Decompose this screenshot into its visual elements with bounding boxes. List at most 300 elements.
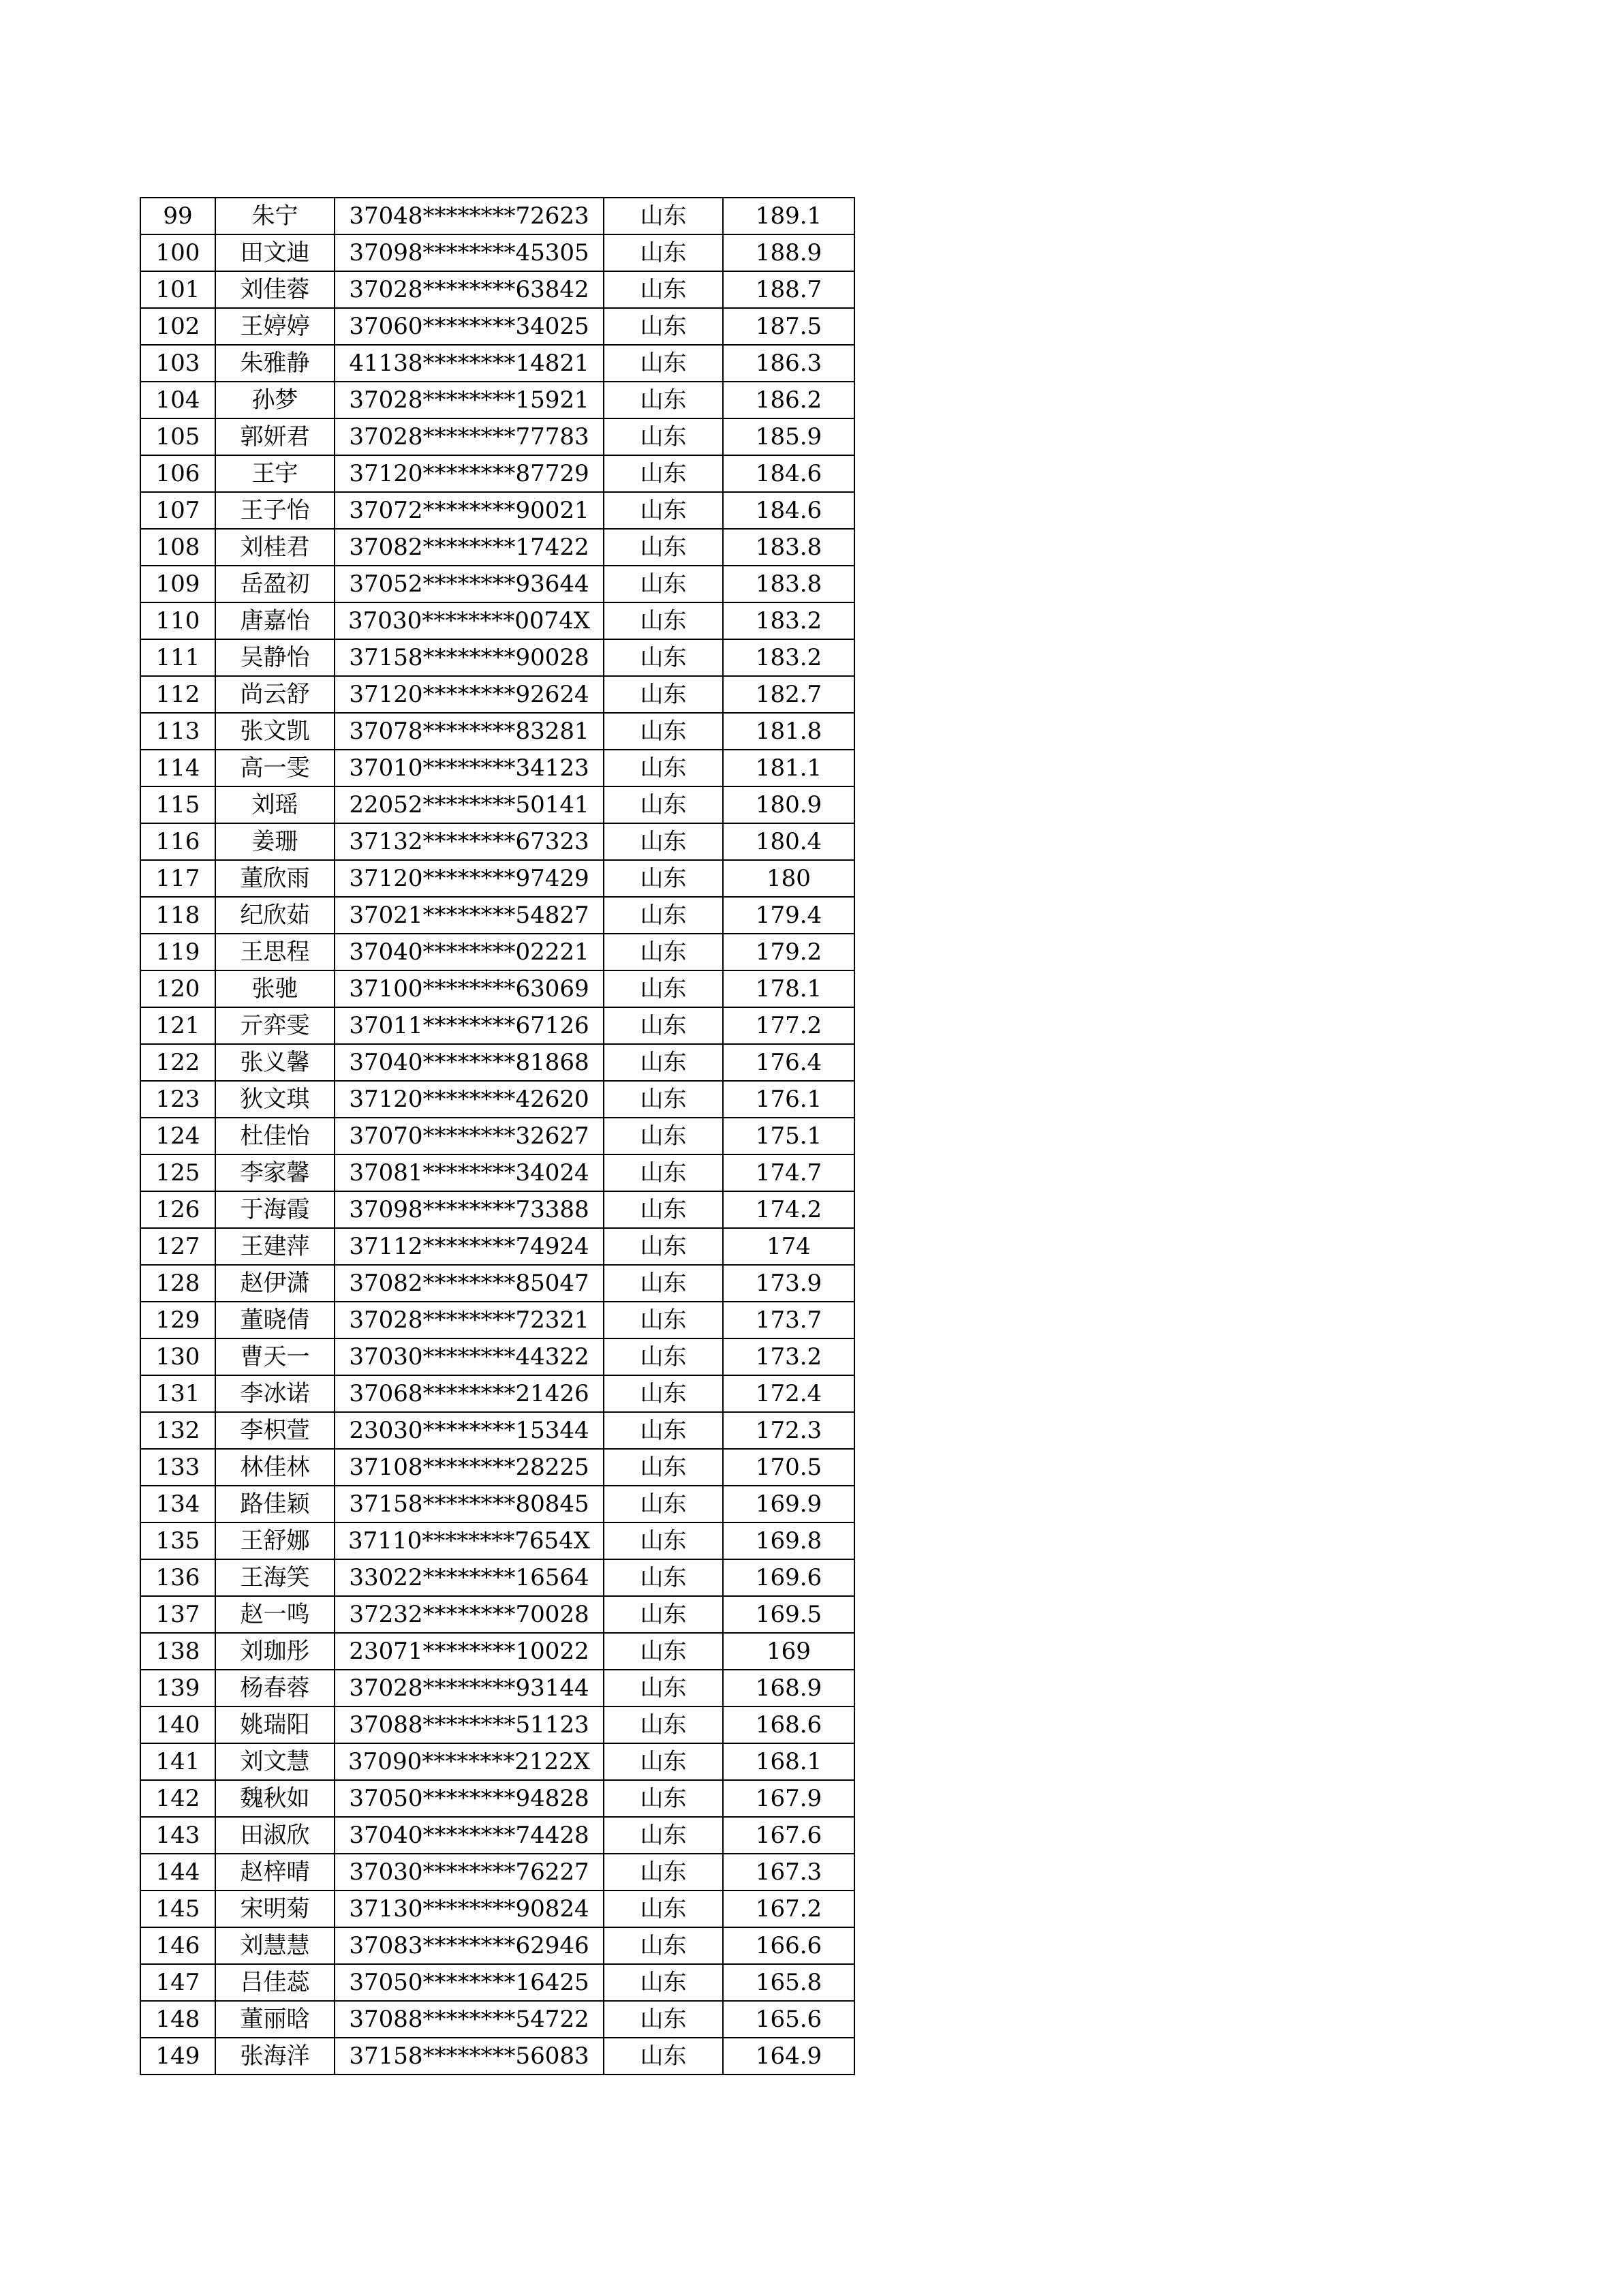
rank-cell: 145 [140, 1891, 215, 1927]
id-number-cell: 37120********87729 [335, 455, 604, 492]
province-cell: 山东 [604, 455, 723, 492]
id-number-cell: 37110********7654X [335, 1522, 604, 1559]
table-row [140, 1044, 854, 1081]
table-row [140, 308, 854, 345]
name-cell: 吕佳蕊 [215, 1964, 335, 2001]
rank-cell: 113 [140, 713, 215, 750]
name-cell: 王宇 [215, 455, 335, 492]
province-cell: 山东 [604, 1302, 723, 1338]
id-number-cell: 37048********72623 [335, 198, 604, 234]
table-row [140, 1265, 854, 1302]
score-cell: 167.9 [723, 1780, 854, 1817]
province-cell: 山东 [604, 934, 723, 970]
id-number-cell: 37052********93644 [335, 566, 604, 602]
name-cell: 高一雯 [215, 750, 335, 786]
table-row [140, 786, 854, 823]
name-cell: 田文迪 [215, 234, 335, 271]
table-row [140, 897, 854, 934]
table-row [140, 1596, 854, 1633]
id-number-cell: 37120********42620 [335, 1081, 604, 1118]
table-row [140, 602, 854, 639]
table-row [140, 1338, 854, 1375]
table-row [140, 1081, 854, 1118]
province-cell: 山东 [604, 1007, 723, 1044]
id-number-cell: 37120********92624 [335, 676, 604, 713]
name-cell: 董欣雨 [215, 860, 335, 897]
table-row [140, 2038, 854, 2075]
score-cell: 189.1 [723, 198, 854, 234]
province-cell: 山东 [604, 1817, 723, 1854]
name-cell: 张文凯 [215, 713, 335, 750]
rank-cell: 126 [140, 1191, 215, 1228]
id-number-cell: 37060********34025 [335, 308, 604, 345]
score-cell: 172.3 [723, 1412, 854, 1449]
score-cell: 185.9 [723, 418, 854, 455]
id-number-cell: 37050********94828 [335, 1780, 604, 1817]
score-cell: 169.6 [723, 1559, 854, 1596]
name-cell: 刘慧慧 [215, 1927, 335, 1964]
score-cell: 175.1 [723, 1118, 854, 1154]
rank-cell: 106 [140, 455, 215, 492]
id-number-cell: 37028********15921 [335, 382, 604, 418]
id-number-cell: 23030********15344 [335, 1412, 604, 1449]
results-table-body [140, 198, 854, 2075]
score-cell: 180 [723, 860, 854, 897]
id-number-cell: 37030********76227 [335, 1854, 604, 1891]
province-cell: 山东 [604, 198, 723, 234]
province-cell: 山东 [604, 1780, 723, 1817]
id-number-cell: 37010********34123 [335, 750, 604, 786]
table-row [140, 455, 854, 492]
province-cell: 山东 [604, 750, 723, 786]
rank-cell: 141 [140, 1743, 215, 1780]
province-cell: 山东 [604, 2001, 723, 2038]
province-cell: 山东 [604, 1964, 723, 2001]
table-row [140, 1375, 854, 1412]
name-cell: 刘佳蓉 [215, 271, 335, 308]
id-number-cell: 37030********44322 [335, 1338, 604, 1375]
rank-cell: 131 [140, 1375, 215, 1412]
rank-cell: 148 [140, 2001, 215, 2038]
score-cell: 173.7 [723, 1302, 854, 1338]
name-cell: 刘瑶 [215, 786, 335, 823]
table-row [140, 1118, 854, 1154]
table-row [140, 1706, 854, 1743]
rank-cell: 146 [140, 1927, 215, 1964]
rank-cell: 103 [140, 345, 215, 382]
score-cell: 169.9 [723, 1486, 854, 1522]
rank-cell: 129 [140, 1302, 215, 1338]
name-cell: 路佳颖 [215, 1486, 335, 1522]
table-row [140, 1743, 854, 1780]
score-cell: 174.7 [723, 1154, 854, 1191]
name-cell: 朱雅静 [215, 345, 335, 382]
name-cell: 唐嘉怡 [215, 602, 335, 639]
name-cell: 赵伊潇 [215, 1265, 335, 1302]
table-row [140, 970, 854, 1007]
name-cell: 林佳林 [215, 1449, 335, 1486]
rank-cell: 104 [140, 382, 215, 418]
province-cell: 山东 [604, 1743, 723, 1780]
name-cell: 岳盈初 [215, 566, 335, 602]
score-cell: 179.2 [723, 934, 854, 970]
rank-cell: 118 [140, 897, 215, 934]
province-cell: 山东 [604, 860, 723, 897]
province-cell: 山东 [604, 308, 723, 345]
province-cell: 山东 [604, 1633, 723, 1670]
province-cell: 山东 [604, 234, 723, 271]
name-cell: 纪欣茹 [215, 897, 335, 934]
name-cell: 郭妍君 [215, 418, 335, 455]
table-row [140, 1228, 854, 1265]
score-cell: 169.5 [723, 1596, 854, 1633]
score-cell: 167.2 [723, 1891, 854, 1927]
score-cell: 169 [723, 1633, 854, 1670]
province-cell: 山东 [604, 1118, 723, 1154]
score-cell: 177.2 [723, 1007, 854, 1044]
id-number-cell: 37030********0074X [335, 602, 604, 639]
province-cell: 山东 [604, 1891, 723, 1927]
table-row [140, 1927, 854, 1964]
results-table [140, 197, 855, 2075]
table-row [140, 639, 854, 676]
rank-cell: 100 [140, 234, 215, 271]
id-number-cell: 37028********63842 [335, 271, 604, 308]
table-row [140, 823, 854, 860]
rank-cell: 112 [140, 676, 215, 713]
name-cell: 王建萍 [215, 1228, 335, 1265]
rank-cell: 114 [140, 750, 215, 786]
province-cell: 山东 [604, 602, 723, 639]
id-number-cell: 37158********56083 [335, 2038, 604, 2075]
table-row [140, 1780, 854, 1817]
score-cell: 164.9 [723, 2038, 854, 2075]
name-cell: 赵梓晴 [215, 1854, 335, 1891]
table-row [140, 1449, 854, 1486]
rank-cell: 135 [140, 1522, 215, 1559]
id-number-cell: 37090********2122X [335, 1743, 604, 1780]
id-number-cell: 37028********77783 [335, 418, 604, 455]
name-cell: 董丽晗 [215, 2001, 335, 2038]
id-number-cell: 33022********16564 [335, 1559, 604, 1596]
name-cell: 赵一鸣 [215, 1596, 335, 1633]
id-number-cell: 37130********90824 [335, 1891, 604, 1927]
id-number-cell: 37132********67323 [335, 823, 604, 860]
name-cell: 李枳萱 [215, 1412, 335, 1449]
rank-cell: 99 [140, 198, 215, 234]
table-row [140, 1891, 854, 1927]
name-cell: 姚瑞阳 [215, 1706, 335, 1743]
province-cell: 山东 [604, 1081, 723, 1118]
score-cell: 183.2 [723, 639, 854, 676]
table-row [140, 1302, 854, 1338]
province-cell: 山东 [604, 382, 723, 418]
id-number-cell: 22052********50141 [335, 786, 604, 823]
table-row [140, 934, 854, 970]
table-row [140, 1191, 854, 1228]
table-row [140, 382, 854, 418]
name-cell: 杨春蓉 [215, 1670, 335, 1706]
score-cell: 173.9 [723, 1265, 854, 1302]
table-row [140, 713, 854, 750]
score-cell: 183.8 [723, 566, 854, 602]
rank-cell: 140 [140, 1706, 215, 1743]
province-cell: 山东 [604, 639, 723, 676]
rank-cell: 142 [140, 1780, 215, 1817]
province-cell: 山东 [604, 1559, 723, 1596]
id-number-cell: 37078********83281 [335, 713, 604, 750]
rank-cell: 119 [140, 934, 215, 970]
score-cell: 182.7 [723, 676, 854, 713]
rank-cell: 105 [140, 418, 215, 455]
province-cell: 山东 [604, 1596, 723, 1633]
name-cell: 宋明菊 [215, 1891, 335, 1927]
name-cell: 刘珈彤 [215, 1633, 335, 1670]
province-cell: 山东 [604, 1670, 723, 1706]
rank-cell: 125 [140, 1154, 215, 1191]
rank-cell: 115 [140, 786, 215, 823]
id-number-cell: 37040********02221 [335, 934, 604, 970]
rank-cell: 123 [140, 1081, 215, 1118]
score-cell: 173.2 [723, 1338, 854, 1375]
name-cell: 张驰 [215, 970, 335, 1007]
name-cell: 孙梦 [215, 382, 335, 418]
id-number-cell: 37232********70028 [335, 1596, 604, 1633]
name-cell: 刘文慧 [215, 1743, 335, 1780]
name-cell: 田淑欣 [215, 1817, 335, 1854]
rank-cell: 137 [140, 1596, 215, 1633]
score-cell: 169.8 [723, 1522, 854, 1559]
rank-cell: 133 [140, 1449, 215, 1486]
score-cell: 165.8 [723, 1964, 854, 2001]
score-cell: 168.6 [723, 1706, 854, 1743]
id-number-cell: 37070********32627 [335, 1118, 604, 1154]
id-number-cell: 37088********54722 [335, 2001, 604, 2038]
table-row [140, 860, 854, 897]
table-row [140, 750, 854, 786]
rank-cell: 111 [140, 639, 215, 676]
province-cell: 山东 [604, 1228, 723, 1265]
table-row [140, 1559, 854, 1596]
id-number-cell: 37083********62946 [335, 1927, 604, 1964]
id-number-cell: 37082********17422 [335, 529, 604, 566]
table-row [140, 1007, 854, 1044]
rank-cell: 124 [140, 1118, 215, 1154]
rank-cell: 139 [140, 1670, 215, 1706]
score-cell: 183.2 [723, 602, 854, 639]
id-number-cell: 37158********90028 [335, 639, 604, 676]
province-cell: 山东 [604, 1706, 723, 1743]
rank-cell: 132 [140, 1412, 215, 1449]
province-cell: 山东 [604, 492, 723, 529]
score-cell: 186.3 [723, 345, 854, 382]
rank-cell: 134 [140, 1486, 215, 1522]
name-cell: 李冰诺 [215, 1375, 335, 1412]
id-number-cell: 37011********67126 [335, 1007, 604, 1044]
province-cell: 山东 [604, 1375, 723, 1412]
name-cell: 张义馨 [215, 1044, 335, 1081]
score-cell: 180.4 [723, 823, 854, 860]
score-cell: 174.2 [723, 1191, 854, 1228]
score-cell: 176.4 [723, 1044, 854, 1081]
id-number-cell: 37050********16425 [335, 1964, 604, 2001]
name-cell: 曹天一 [215, 1338, 335, 1375]
score-cell: 188.7 [723, 271, 854, 308]
name-cell: 朱宁 [215, 198, 335, 234]
name-cell: 吴静怡 [215, 639, 335, 676]
province-cell: 山东 [604, 1412, 723, 1449]
rank-cell: 136 [140, 1559, 215, 1596]
rank-cell: 149 [140, 2038, 215, 2075]
table-row [140, 234, 854, 271]
rank-cell: 147 [140, 1964, 215, 2001]
province-cell: 山东 [604, 1449, 723, 1486]
name-cell: 李家馨 [215, 1154, 335, 1191]
id-number-cell: 37100********63069 [335, 970, 604, 1007]
id-number-cell: 37112********74924 [335, 1228, 604, 1265]
score-cell: 168.1 [723, 1743, 854, 1780]
table-row [140, 1964, 854, 2001]
province-cell: 山东 [604, 1191, 723, 1228]
score-cell: 181.1 [723, 750, 854, 786]
province-cell: 山东 [604, 1854, 723, 1891]
name-cell: 刘桂君 [215, 529, 335, 566]
province-cell: 山东 [604, 786, 723, 823]
score-cell: 188.9 [723, 234, 854, 271]
province-cell: 山东 [604, 713, 723, 750]
table-row [140, 345, 854, 382]
table-row [140, 529, 854, 566]
name-cell: 魏秋如 [215, 1780, 335, 1817]
id-number-cell: 37040********81868 [335, 1044, 604, 1081]
name-cell: 王婷婷 [215, 308, 335, 345]
id-number-cell: 37068********21426 [335, 1375, 604, 1412]
rank-cell: 110 [140, 602, 215, 639]
name-cell: 王思程 [215, 934, 335, 970]
id-number-cell: 37082********85047 [335, 1265, 604, 1302]
score-cell: 184.6 [723, 455, 854, 492]
table-row [140, 1817, 854, 1854]
id-number-cell: 37072********90021 [335, 492, 604, 529]
id-number-cell: 23071********10022 [335, 1633, 604, 1670]
province-cell: 山东 [604, 418, 723, 455]
rank-cell: 102 [140, 308, 215, 345]
table-row [140, 1154, 854, 1191]
province-cell: 山东 [604, 529, 723, 566]
score-cell: 166.6 [723, 1927, 854, 1964]
province-cell: 山东 [604, 1927, 723, 1964]
rank-cell: 101 [140, 271, 215, 308]
rank-cell: 122 [140, 1044, 215, 1081]
id-number-cell: 41138********14821 [335, 345, 604, 382]
score-cell: 184.6 [723, 492, 854, 529]
province-cell: 山东 [604, 1486, 723, 1522]
rank-cell: 128 [140, 1265, 215, 1302]
score-cell: 181.8 [723, 713, 854, 750]
score-cell: 172.4 [723, 1375, 854, 1412]
province-cell: 山东 [604, 1522, 723, 1559]
province-cell: 山东 [604, 970, 723, 1007]
rank-cell: 130 [140, 1338, 215, 1375]
province-cell: 山东 [604, 676, 723, 713]
id-number-cell: 37098********73388 [335, 1191, 604, 1228]
score-cell: 167.6 [723, 1817, 854, 1854]
table-row [140, 1522, 854, 1559]
id-number-cell: 37028********93144 [335, 1670, 604, 1706]
province-cell: 山东 [604, 271, 723, 308]
rank-cell: 143 [140, 1817, 215, 1854]
rank-cell: 107 [140, 492, 215, 529]
table-row [140, 418, 854, 455]
score-cell: 179.4 [723, 897, 854, 934]
rank-cell: 127 [140, 1228, 215, 1265]
name-cell: 亓弈雯 [215, 1007, 335, 1044]
name-cell: 尚云舒 [215, 676, 335, 713]
rank-cell: 120 [140, 970, 215, 1007]
score-cell: 170.5 [723, 1449, 854, 1486]
rank-cell: 121 [140, 1007, 215, 1044]
table-row [140, 1412, 854, 1449]
score-cell: 183.8 [723, 529, 854, 566]
id-number-cell: 37081********34024 [335, 1154, 604, 1191]
province-cell: 山东 [604, 2038, 723, 2075]
score-cell: 176.1 [723, 1081, 854, 1118]
rank-cell: 138 [140, 1633, 215, 1670]
name-cell: 王海笑 [215, 1559, 335, 1596]
name-cell: 于海霞 [215, 1191, 335, 1228]
province-cell: 山东 [604, 823, 723, 860]
province-cell: 山东 [604, 897, 723, 934]
score-cell: 168.9 [723, 1670, 854, 1706]
score-cell: 180.9 [723, 786, 854, 823]
score-cell: 178.1 [723, 970, 854, 1007]
rank-cell: 117 [140, 860, 215, 897]
id-number-cell: 37120********97429 [335, 860, 604, 897]
table-row [140, 1854, 854, 1891]
score-cell: 174 [723, 1228, 854, 1265]
score-cell: 165.6 [723, 2001, 854, 2038]
province-cell: 山东 [604, 1265, 723, 1302]
name-cell: 姜珊 [215, 823, 335, 860]
id-number-cell: 37088********51123 [335, 1706, 604, 1743]
rank-cell: 108 [140, 529, 215, 566]
id-number-cell: 37158********80845 [335, 1486, 604, 1522]
province-cell: 山东 [604, 1338, 723, 1375]
name-cell: 王舒娜 [215, 1522, 335, 1559]
id-number-cell: 37108********28225 [335, 1449, 604, 1486]
table-row [140, 566, 854, 602]
table-row [140, 2001, 854, 2038]
id-number-cell: 37098********45305 [335, 234, 604, 271]
score-cell: 167.3 [723, 1854, 854, 1891]
name-cell: 王子怡 [215, 492, 335, 529]
score-cell: 187.5 [723, 308, 854, 345]
table-row [140, 1633, 854, 1670]
score-cell: 186.2 [723, 382, 854, 418]
table-row [140, 1486, 854, 1522]
province-cell: 山东 [604, 345, 723, 382]
table-row [140, 676, 854, 713]
name-cell: 狄文琪 [215, 1081, 335, 1118]
rank-cell: 144 [140, 1854, 215, 1891]
id-number-cell: 37021********54827 [335, 897, 604, 934]
table-row [140, 1670, 854, 1706]
rank-cell: 109 [140, 566, 215, 602]
name-cell: 张海洋 [215, 2038, 335, 2075]
id-number-cell: 37040********74428 [335, 1817, 604, 1854]
table-row [140, 271, 854, 308]
table-row [140, 198, 854, 234]
